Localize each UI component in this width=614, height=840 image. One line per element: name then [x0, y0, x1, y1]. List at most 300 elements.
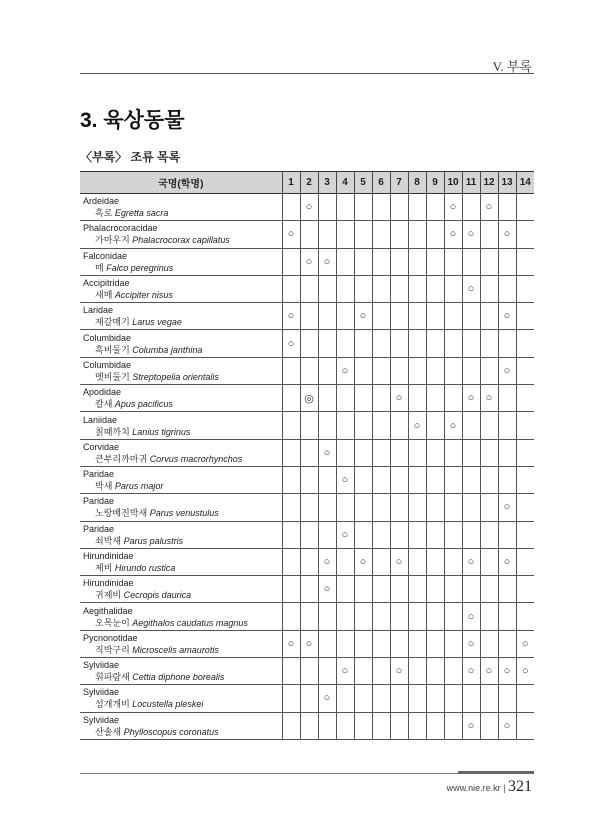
site-cell-10	[444, 330, 462, 357]
site-cell-13	[498, 330, 516, 357]
site-cell-11	[462, 221, 480, 248]
footer-separator: |	[503, 783, 506, 793]
presence-mark: ○	[323, 692, 331, 705]
site-cell-10	[444, 712, 462, 739]
site-cell-9	[426, 494, 444, 521]
site-cell-12	[480, 658, 498, 685]
family-name: Paridae	[83, 469, 115, 480]
site-cell-8	[408, 221, 426, 248]
korean-name: 칼새	[95, 399, 113, 410]
species-name-cell	[80, 603, 282, 630]
korean-name: 매	[95, 262, 104, 273]
site-cell-14	[516, 248, 534, 275]
table-row	[80, 576, 534, 603]
site-cell-3	[318, 576, 336, 603]
site-cell-12	[480, 385, 498, 412]
family-name: Accipitridae	[83, 278, 130, 289]
site-cell-12	[480, 194, 498, 221]
site-cell-6	[372, 303, 390, 330]
species-name	[83, 426, 282, 438]
site-cell-7	[390, 330, 408, 357]
site-cell-14	[516, 603, 534, 630]
species-name	[83, 207, 282, 219]
site-cell-4	[336, 275, 354, 302]
site-cell-10	[444, 630, 462, 657]
site-cell-14	[516, 275, 534, 302]
table-row	[80, 385, 534, 412]
site-cell-9	[426, 412, 444, 439]
site-cell-12	[480, 330, 498, 357]
site-cell-12	[480, 466, 498, 493]
family-name: Aegithalidae	[83, 605, 133, 616]
site-cell-10	[444, 521, 462, 548]
site-cell-11	[462, 603, 480, 630]
presence-mark: ○	[395, 556, 403, 568]
site-cell-9	[426, 603, 444, 630]
species-name-cell	[80, 494, 282, 521]
species-name-cell	[80, 712, 282, 739]
site-cell-5	[354, 494, 372, 521]
site-cell-10	[444, 357, 462, 384]
column-header-14: 14	[516, 172, 534, 194]
site-cell-6	[372, 521, 390, 548]
site-cell-11	[462, 630, 480, 657]
species-name-cell	[80, 439, 282, 466]
presence-mark: ○	[449, 228, 457, 241]
site-cell-10	[444, 275, 462, 302]
presence-mark: ○	[467, 665, 475, 678]
site-cell-3	[318, 466, 336, 493]
species-name	[83, 398, 282, 410]
table-caption: 〈부록〉 조류 목록	[80, 150, 181, 164]
korean-name: 쇠박새	[95, 535, 122, 546]
species-name	[83, 507, 282, 519]
scientific-name: Lanius tigrinus	[132, 426, 191, 437]
site-cell-8	[408, 385, 426, 412]
site-cell-5	[354, 248, 372, 275]
site-cell-4	[336, 576, 354, 603]
site-cell-4	[336, 330, 354, 357]
site-cell-6	[372, 466, 390, 493]
site-cell-10	[444, 439, 462, 466]
column-header-11: 11	[462, 172, 480, 194]
presence-mark: ○	[341, 528, 349, 541]
site-cell-14	[516, 630, 534, 657]
site-cell-3	[318, 712, 336, 739]
site-cell-1	[282, 548, 300, 575]
site-cell-11	[462, 357, 480, 384]
scientific-name: Phalacrocorax capillatus	[132, 235, 230, 246]
site-cell-7	[390, 658, 408, 685]
site-cell-6	[372, 194, 390, 221]
site-cell-4	[336, 248, 354, 275]
species-name-cell	[80, 658, 282, 685]
presence-mark: ○	[467, 228, 475, 241]
korean-name: 노랑배진박새	[95, 508, 148, 519]
scientific-name: Cecropis daurica	[123, 590, 192, 601]
table-row	[80, 221, 534, 248]
site-cell-12	[480, 412, 498, 439]
scientific-name: Larus vegae	[132, 317, 182, 328]
presence-mark: ◎	[304, 392, 314, 405]
site-cell-5	[354, 221, 372, 248]
site-cell-8	[408, 248, 426, 275]
family-name: Sylviidae	[83, 687, 120, 698]
site-cell-2	[300, 521, 318, 548]
site-cell-8	[408, 303, 426, 330]
site-cell-9	[426, 439, 444, 466]
site-cell-13	[498, 548, 516, 575]
presence-mark: ○	[287, 637, 295, 650]
site-cell-3	[318, 275, 336, 302]
site-cell-14	[516, 412, 534, 439]
korean-name: 귀제비	[95, 590, 122, 601]
site-cell-8	[408, 548, 426, 575]
site-cell-11	[462, 494, 480, 521]
presence-mark: ○	[341, 474, 349, 487]
site-cell-8	[408, 658, 426, 685]
presence-mark: ○	[449, 201, 457, 214]
scientific-name: Parus major	[114, 481, 164, 492]
site-cell-14	[516, 685, 534, 712]
presence-mark: ○	[323, 583, 331, 596]
species-name	[83, 726, 282, 738]
site-cell-6	[372, 439, 390, 466]
site-cell-11	[462, 194, 480, 221]
site-cell-7	[390, 357, 408, 384]
site-cell-8	[408, 630, 426, 657]
scientific-name: Locustella pleskei	[132, 699, 204, 710]
site-cell-13	[498, 194, 516, 221]
site-cell-6	[372, 385, 390, 412]
site-cell-6	[372, 603, 390, 630]
presence-mark: ○	[485, 665, 493, 678]
korean-name: 가마우지	[95, 235, 130, 246]
column-header-5: 5	[354, 172, 372, 194]
site-cell-4	[336, 494, 354, 521]
site-cell-12	[480, 221, 498, 248]
table-row	[80, 357, 534, 384]
column-header-2: 2	[300, 172, 318, 194]
site-cell-9	[426, 658, 444, 685]
korean-name: 섬개개비	[95, 699, 130, 710]
site-cell-1	[282, 685, 300, 712]
site-cell-1	[282, 275, 300, 302]
site-cell-12	[480, 712, 498, 739]
species-name	[83, 589, 282, 601]
site-cell-13	[498, 576, 516, 603]
site-cell-12	[480, 275, 498, 302]
species-name-cell	[80, 521, 282, 548]
site-cell-9	[426, 548, 444, 575]
site-cell-6	[372, 248, 390, 275]
site-cell-5	[354, 439, 372, 466]
scientific-name: Streptopelia orientalis	[132, 371, 219, 382]
family-name: Falconidae	[83, 250, 128, 261]
site-cell-8	[408, 521, 426, 548]
site-cell-7	[390, 712, 408, 739]
species-name	[83, 671, 282, 683]
column-header-8: 8	[408, 172, 426, 194]
table-row	[80, 412, 534, 439]
table-row	[80, 630, 534, 657]
site-cell-14	[516, 521, 534, 548]
site-cell-5	[354, 275, 372, 302]
presence-mark: ○	[395, 392, 403, 405]
site-cell-13	[498, 248, 516, 275]
family-name: Sylviidae	[83, 714, 120, 725]
presence-mark: ○	[287, 337, 295, 350]
table-row	[80, 330, 534, 357]
site-cell-5	[354, 658, 372, 685]
site-cell-3	[318, 439, 336, 466]
site-cell-10	[444, 603, 462, 630]
korean-name: 휘파람새	[95, 672, 130, 683]
site-cell-1	[282, 494, 300, 521]
table-header-row	[80, 172, 534, 194]
site-cell-1	[282, 712, 300, 739]
presence-mark: ○	[323, 255, 331, 268]
site-cell-4	[336, 385, 354, 412]
scientific-name: Parus palustris	[123, 535, 184, 546]
presence-mark: ○	[503, 501, 511, 514]
site-cell-2	[300, 330, 318, 357]
site-cell-3	[318, 685, 336, 712]
site-cell-1	[282, 221, 300, 248]
site-cell-13	[498, 712, 516, 739]
family-name: Laniidae	[83, 414, 118, 425]
korean-name: 재갈매기	[95, 317, 130, 328]
site-cell-8	[408, 685, 426, 712]
site-cell-12	[480, 685, 498, 712]
site-cell-4	[336, 630, 354, 657]
site-cell-1	[282, 330, 300, 357]
site-cell-11	[462, 275, 480, 302]
site-cell-6	[372, 658, 390, 685]
korean-name: 산솔새	[95, 726, 122, 737]
site-cell-3	[318, 494, 336, 521]
family-name: Apodidae	[83, 387, 122, 398]
site-cell-11	[462, 576, 480, 603]
table-row	[80, 548, 534, 575]
site-cell-2	[300, 466, 318, 493]
site-cell-1	[282, 521, 300, 548]
table-row	[80, 303, 534, 330]
scientific-name: Microscelis amaurotis	[132, 644, 219, 655]
site-cell-1	[282, 248, 300, 275]
site-cell-3	[318, 194, 336, 221]
species-name-cell	[80, 357, 282, 384]
site-cell-14	[516, 303, 534, 330]
scientific-name: Apus pacificus	[114, 399, 173, 410]
presence-mark: ○	[305, 637, 313, 650]
site-cell-10	[444, 221, 462, 248]
site-cell-12	[480, 548, 498, 575]
site-cell-7	[390, 466, 408, 493]
site-cell-7	[390, 303, 408, 330]
presence-mark: ○	[503, 665, 511, 678]
site-cell-11	[462, 439, 480, 466]
footer-url: www.nie.re.kr	[446, 783, 501, 793]
species-name	[83, 262, 282, 274]
site-cell-2	[300, 194, 318, 221]
species-name	[83, 234, 282, 246]
site-cell-4	[336, 439, 354, 466]
site-cell-5	[354, 303, 372, 330]
site-cell-14	[516, 712, 534, 739]
site-cell-1	[282, 603, 300, 630]
site-cell-6	[372, 548, 390, 575]
presence-mark: ○	[395, 665, 403, 678]
site-cell-9	[426, 221, 444, 248]
korean-name: 멧비둘기	[95, 371, 130, 382]
site-cell-2	[300, 385, 318, 412]
site-cell-7	[390, 630, 408, 657]
site-cell-4	[336, 603, 354, 630]
species-name-cell	[80, 194, 282, 221]
site-cell-13	[498, 521, 516, 548]
page-title: 3. 육상동물	[80, 109, 185, 132]
column-header-12: 12	[480, 172, 498, 194]
site-cell-2	[300, 630, 318, 657]
family-name: Hirundinidae	[83, 551, 134, 561]
presence-mark: ○	[323, 446, 331, 459]
presence-mark: ○	[449, 419, 457, 432]
site-cell-13	[498, 385, 516, 412]
site-cell-7	[390, 439, 408, 466]
family-name: Pycnonotidae	[83, 632, 138, 643]
site-cell-13	[498, 494, 516, 521]
site-cell-7	[390, 603, 408, 630]
site-cell-14	[516, 194, 534, 221]
site-cell-3	[318, 603, 336, 630]
site-cell-2	[300, 221, 318, 248]
site-cell-13	[498, 303, 516, 330]
site-cell-7	[390, 275, 408, 302]
site-cell-3	[318, 385, 336, 412]
site-cell-4	[336, 303, 354, 330]
site-cell-3	[318, 521, 336, 548]
presence-mark: ○	[503, 364, 511, 377]
site-cell-6	[372, 576, 390, 603]
site-cell-10	[444, 685, 462, 712]
site-cell-9	[426, 194, 444, 221]
species-name	[83, 289, 282, 301]
scientific-name: Falco peregrinus	[106, 262, 174, 273]
header-divider	[80, 73, 534, 74]
site-cell-3	[318, 221, 336, 248]
site-cell-9	[426, 576, 444, 603]
species-name-cell	[80, 330, 282, 357]
species-name-cell	[80, 275, 282, 302]
site-cell-7	[390, 494, 408, 521]
site-cell-13	[498, 221, 516, 248]
site-cell-13	[498, 685, 516, 712]
korean-name: 큰부리까마귀	[95, 453, 148, 464]
site-cell-1	[282, 466, 300, 493]
site-cell-3	[318, 548, 336, 575]
site-cell-6	[372, 221, 390, 248]
site-cell-2	[300, 303, 318, 330]
presence-mark: ○	[503, 556, 511, 568]
site-cell-8	[408, 194, 426, 221]
site-cell-1	[282, 576, 300, 603]
site-cell-14	[516, 357, 534, 384]
site-cell-8	[408, 439, 426, 466]
presence-mark: ○	[413, 419, 421, 432]
site-cell-1	[282, 658, 300, 685]
table-row	[80, 275, 534, 302]
species-name-cell	[80, 466, 282, 493]
site-cell-3	[318, 357, 336, 384]
presence-mark: ○	[323, 556, 331, 568]
species-name-cell	[80, 303, 282, 330]
site-cell-4	[336, 712, 354, 739]
species-name	[83, 562, 282, 574]
korean-name: 새매	[95, 290, 113, 301]
column-header-4: 4	[336, 172, 354, 194]
species-name	[83, 644, 282, 656]
column-header-9: 9	[426, 172, 444, 194]
scientific-name: Phylloscopus coronatus	[123, 726, 219, 737]
column-header-6: 6	[372, 172, 390, 194]
presence-mark: ○	[467, 637, 475, 650]
species-name-cell	[80, 548, 282, 575]
site-cell-5	[354, 630, 372, 657]
site-cell-10	[444, 548, 462, 575]
table-row	[80, 603, 534, 630]
site-cell-3	[318, 412, 336, 439]
table-row	[80, 248, 534, 275]
site-cell-9	[426, 521, 444, 548]
scientific-name: Aegithalos caudatus magnus	[132, 617, 248, 628]
column-header-13: 13	[498, 172, 516, 194]
site-cell-8	[408, 412, 426, 439]
korean-name: 제비	[95, 563, 113, 573]
site-cell-3	[318, 330, 336, 357]
site-cell-10	[444, 412, 462, 439]
site-cell-4	[336, 194, 354, 221]
family-name: Corvidae	[83, 441, 120, 452]
presence-mark: ○	[467, 610, 475, 623]
site-cell-9	[426, 712, 444, 739]
site-cell-9	[426, 303, 444, 330]
species-name-cell	[80, 630, 282, 657]
site-cell-8	[408, 576, 426, 603]
site-cell-7	[390, 194, 408, 221]
site-cell-12	[480, 303, 498, 330]
site-cell-5	[354, 357, 372, 384]
site-cell-11	[462, 658, 480, 685]
scientific-name: Egretta sacra	[114, 208, 169, 219]
site-cell-4	[336, 548, 354, 575]
species-name-cell	[80, 576, 282, 603]
species-name-cell	[80, 412, 282, 439]
site-cell-8	[408, 357, 426, 384]
site-cell-5	[354, 412, 372, 439]
site-cell-8	[408, 330, 426, 357]
site-cell-12	[480, 603, 498, 630]
site-cell-10	[444, 303, 462, 330]
site-cell-7	[390, 576, 408, 603]
site-cell-11	[462, 385, 480, 412]
site-cell-1	[282, 439, 300, 466]
presence-mark: ○	[503, 228, 511, 241]
site-cell-8	[408, 712, 426, 739]
site-cell-10	[444, 466, 462, 493]
site-cell-4	[336, 521, 354, 548]
site-cell-5	[354, 521, 372, 548]
